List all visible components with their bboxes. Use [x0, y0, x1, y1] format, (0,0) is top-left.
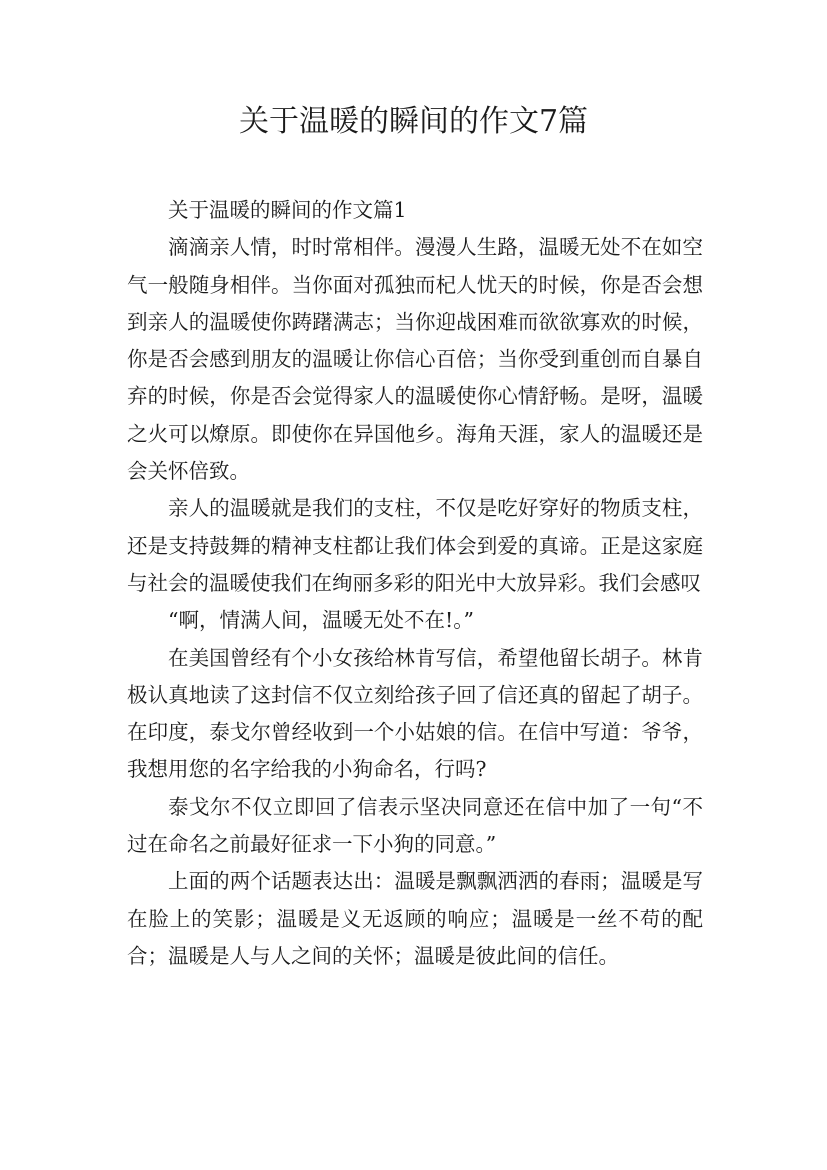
paragraph: 上面的两个话题表达出：温暖是飘飘洒洒的春雨；温暖是写在脸上的笑影；温暖是义无返顾的响应；温暖是一丝不苟的配合；温暖是人与人之间的关怀；温暖是彼此间的信任。	[127, 869, 703, 968]
paragraph: 泰戈尔不仅立即回了信表示坚决同意还在信中加了一句“不过在命名之前最好征求一下小狗的同意。”	[127, 794, 703, 857]
section-heading: 关于温暖的瞬间的作文篇1	[168, 198, 407, 222]
paragraph: 在美国曾经有个小女孩给林肯写信，希望他留长胡子。林肯极认真地读了这封信不仅立刻给孩子回了信还真的留起了胡子。在印度，泰戈尔曾经收到一个小姑娘的信。在信中写道：爷爷，我想用您的名字给我的小狗命名，行吗?	[127, 645, 703, 782]
paragraph: 滴滴亲人情，时时常相伴。漫漫人生路，温暖无处不在如空气一般随身相伴。当你面对孤独而杞人忧天的时候，你是否会想到亲人的温暖使你踌躇满志；当你迎战困难而欲欲寡欢的时候，你是否会感到朋友的温暖让你信心百倍；当你受到重创而自暴自弃的时候，你是否会觉得家人的温暖使你心情舒畅。是呀，温暖之火可以燎原。即使你在异国他乡。海角天涯，家人的温暖还是会关怀倍致。	[127, 235, 703, 484]
document-body	[127, 192, 703, 975]
paragraph: “啊，情满人间，温暖无处不在!。”	[168, 608, 474, 633]
document-title: 关于温暖的瞬间的作文7篇	[238, 104, 589, 139]
paragraph: 亲人的温暖就是我们的支柱，不仅是吃好穿好的物质支柱，还是支持鼓舞的精神支柱都让我们体会到爱的真谛。正是这家庭与社会的温暖使我们在绚丽多彩的阳光中大放异彩。我们会感叹	[127, 496, 703, 595]
